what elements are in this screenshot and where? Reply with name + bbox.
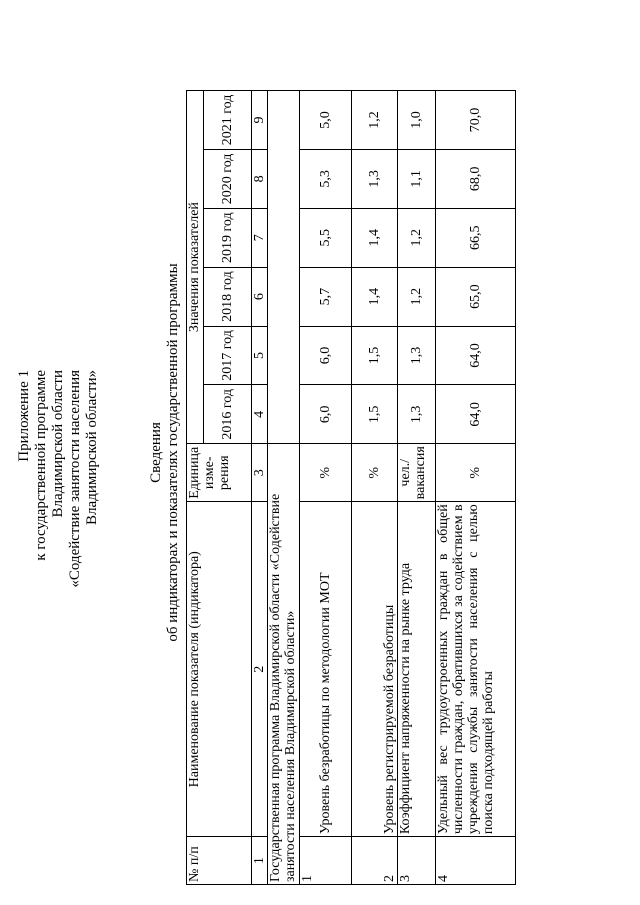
row-value: 1,5 [352,326,398,385]
appendix-line: Владимирской области [50,370,66,518]
row-value: 1,3 [352,149,398,208]
heading-title: Сведения [148,422,164,483]
row-value: 65,0 [436,267,516,326]
col-number: 9 [252,91,268,150]
header-year: 2017 год [204,326,252,385]
row-unit: % [300,444,352,502]
row-value: 64,0 [436,326,516,385]
row-value: 1,5 [352,385,398,444]
heading-subtitle: об индикаторах и показателях государственной программы [165,263,181,642]
table-row [300,91,352,885]
row-name: Уровень безработицы по методологии МОТ [300,502,352,837]
row-num: 4 [436,837,516,885]
row-value: 5,5 [300,208,352,267]
header-year: 2016 год [204,385,252,444]
row-num: 1 [300,837,352,885]
row-value: 68,0 [436,149,516,208]
col-number: 7 [252,208,268,267]
table-row [352,91,398,885]
row-value: 1,2 [352,91,398,150]
row-value: 5,7 [300,267,352,326]
row-name: Удельный вес трудоустроенных граждан в общей численности граждан, обратившихся за содействием в учреждения службы занятости населения с целью поиска подходящей работы [436,502,516,837]
col-number: 3 [252,444,268,502]
row-value: 5,3 [300,149,352,208]
row-value: 1,3 [398,326,436,385]
appendix-line: Приложение 1 [16,370,32,462]
indicators-table [186,90,516,885]
row-value: 6,0 [300,326,352,385]
row-value: 6,0 [300,385,352,444]
appendix-line: к государственной программе [33,370,49,561]
row-unit: чел./ вакансия [398,444,436,502]
header-year: 2021 год [204,91,252,150]
header-year: 2020 год [204,149,252,208]
appendix-line: «Содействие занятости населения [67,370,83,588]
program-title: Государственная программа Владимирской области «Содействие занятости населения Владимирской области» [268,444,300,885]
row-value: 1,4 [352,267,398,326]
row-name: Уровень регистрируемой безработицы [352,502,398,837]
col-number: 5 [252,326,268,385]
row-value: 1,2 [398,267,436,326]
header-name: Наименование показателя (индикатора) [187,502,252,837]
table-row [436,91,516,885]
document-heading [148,0,182,905]
row-unit: % [436,444,516,502]
header-num: № п/п [187,837,252,885]
appendix-line: Владимирской области» [84,370,100,525]
header-year: 2019 год [204,208,252,267]
row-value: 66,5 [436,208,516,267]
row-value: 1,2 [398,208,436,267]
row-value: 64,0 [436,385,516,444]
row-value: 1,4 [352,208,398,267]
table-row [398,91,436,885]
row-value: 1,1 [398,149,436,208]
col-number: 6 [252,267,268,326]
program-title-blank [268,91,300,444]
row-num: 3 [398,837,436,885]
col-number: 1 [252,837,268,885]
row-name: Коэффициент напряженности на рынке труда [398,502,436,837]
row-value: 1,0 [398,91,436,150]
col-number: 8 [252,149,268,208]
header-values-group: Значения показателей [187,91,204,444]
col-number: 4 [252,385,268,444]
appendix-block [16,370,101,588]
header-unit: Единица изме- рения [187,444,252,502]
col-number: 2 [252,502,268,837]
row-value: 70,0 [436,91,516,150]
row-value: 1,3 [398,385,436,444]
header-year: 2018 год [204,267,252,326]
row-num: 2 [352,837,398,885]
row-unit: % [352,444,398,502]
row-value: 5,0 [300,91,352,150]
